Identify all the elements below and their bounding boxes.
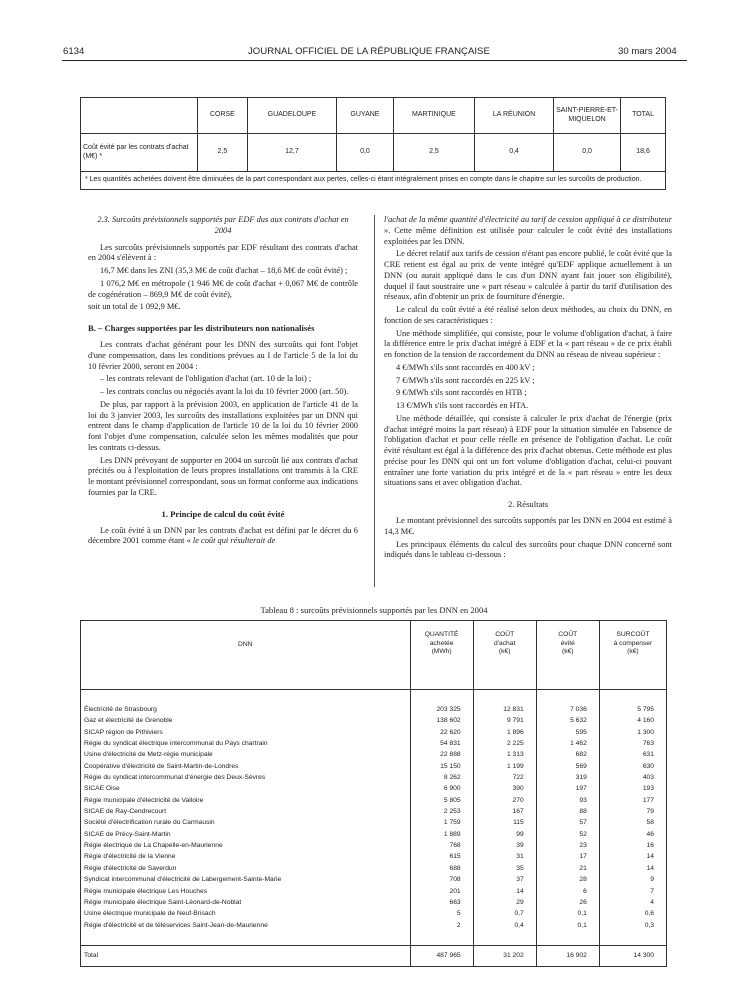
purchase-cost-value: 0,4 [473, 920, 536, 931]
row-label: Coût évité par les contrats d'achat (M€) * [81, 134, 198, 172]
avoided-cost-value: 88 [536, 806, 599, 817]
purchase-cost-value: 390 [473, 783, 536, 794]
dnn-name: Usine électrique municipale de Neuf-Brisach [81, 908, 411, 919]
dnn-name: SICAE de Précy-Saint-Martin [81, 829, 411, 840]
dnn-name: SICAP région de Pithiviers [81, 727, 411, 738]
column-header-quantity [410, 621, 473, 690]
journal-title: JOURNAL OFFICIEL DE LA RÉPUBLIQUE FRANÇAISE [248, 46, 490, 57]
section-heading-1: 1. Principe de calcul du coût évité [161, 508, 285, 519]
avoided-cost-value: 197 [536, 783, 599, 794]
quantity-value: 5 [410, 908, 473, 919]
table-row [81, 727, 667, 738]
header-line: COÛT [495, 631, 515, 638]
surcharge-value: 79 [599, 806, 666, 817]
quantity-value: 1 889 [410, 829, 473, 840]
table-row [81, 795, 667, 806]
table-row [81, 772, 667, 783]
issue-date: 30 mars 2004 [618, 46, 677, 57]
avoided-cost-value: 7 036 [536, 704, 599, 715]
header-line: SURCOÛT [616, 631, 650, 638]
cell-value: 18,6 [621, 134, 666, 172]
avoided-cost-value: 26 [536, 897, 599, 908]
header-line: COÛT [558, 631, 578, 638]
table-row [81, 738, 667, 749]
avoided-cost-value: 17 [536, 851, 599, 862]
dnn-name: Usine d'électricité de Metz-régie municipale [81, 749, 411, 760]
avoided-cost-value: 569 [536, 761, 599, 772]
dnn-name: Régie du syndicat intercommunal d'énergie des Deux-Sèvres [81, 772, 411, 783]
surcharge-value: 630 [599, 761, 666, 772]
avoided-cost-value: 0,1 [536, 920, 599, 931]
avoided-cost-value: 682 [536, 749, 599, 760]
column-header: SAINT-PIERRE-ET-MIQUELON [554, 98, 621, 134]
dnn-name: Régie municipale d'électricité de Valloire [81, 795, 411, 806]
purchase-cost-value: 1 896 [473, 727, 536, 738]
quantity-value: 1 759 [410, 817, 473, 828]
quantity-value: 6 900 [410, 783, 473, 794]
list-item: 4 €/MWh s'ils sont raccordés en 400 kV ; [396, 362, 535, 372]
paragraph: Les surcoûts prévisionnels supportés par EDF résultant des contrats d'achat en 2004 s'élèvent à : [88, 242, 358, 263]
table-row [81, 908, 667, 919]
quantity-value: 203 325 [410, 704, 473, 715]
cell-value: 0,4 [475, 134, 554, 172]
quantity-value: 8 262 [410, 772, 473, 783]
purchase-cost-value: 12 831 [473, 704, 536, 715]
cell-value: 2,5 [393, 134, 474, 172]
column-header: LA RÉUNION [475, 98, 554, 134]
left-column [88, 215, 358, 549]
list-item: – les contrats relevant de l'obligation d'achat (art. 10 de la loi) ; [100, 374, 312, 384]
surcharge-value: 9 [599, 874, 666, 885]
avoided-cost-value: 0,1 [536, 908, 599, 919]
cell-value: 0,0 [554, 134, 621, 172]
avoided-cost-value: 21 [536, 863, 599, 874]
quoted-text: le coût qui résulterait de [192, 536, 276, 546]
header-rule [62, 60, 687, 61]
purchase-cost-value: 270 [473, 795, 536, 806]
table-row [81, 817, 667, 828]
quantity-value: 708 [410, 874, 473, 885]
avoided-cost-value: 319 [536, 772, 599, 783]
text-run: ». Cette même définition est utilisée pour calculer le coût évité des installations exploitées par les DNN. [384, 225, 672, 246]
purchase-cost-value: 35 [473, 863, 536, 874]
avoided-cost-value: 595 [536, 727, 599, 738]
dnn-name: Régie municipale électrique Les Houches [81, 886, 411, 897]
total-avoided-cost: 16 902 [536, 945, 599, 966]
column-header-surcharge [599, 621, 666, 690]
quantity-value: 15 150 [410, 761, 473, 772]
spacer-cell [599, 931, 666, 946]
cell-value: 0,0 [337, 134, 394, 172]
quantity-value: 138 602 [410, 715, 473, 726]
purchase-cost-value: 167 [473, 806, 536, 817]
total-surcharge: 14 300 [599, 945, 666, 966]
surcharge-value: 46 [599, 829, 666, 840]
paragraph: Le décret relatif aux tarifs de cession n'étant pas encore publié, le coût évité que la CRE retient est égal au prix de vente intégré qu'EDF applique actuellement à un DNN (ou aurait appliqué dans le cas d'un DNN ayant fait jouer son éligibilité), duquel il faut soustraire une « part réseau » calculée à partir du tarif d'utilisation des réseaux, afin d'obtenir un prix de fourniture d'énergie. [384, 249, 672, 302]
cell-value: 12,7 [247, 134, 336, 172]
header-line: (k€) [562, 648, 574, 656]
column-header-dnn: DNN [81, 621, 411, 690]
table-row [81, 704, 667, 715]
quantity-value: 201 [410, 886, 473, 897]
surcharge-value: 177 [599, 795, 666, 806]
table-row [81, 761, 667, 772]
purchase-cost-value: 1 313 [473, 749, 536, 760]
section-heading-2-3: 2.3. Surcoûts prévisionnels supportés par EDF dus aux contrats d'achat en 2004 [97, 215, 349, 235]
empty-header-cell [81, 98, 198, 134]
purchase-cost-value: 99 [473, 829, 536, 840]
quantity-value: 2 253 [410, 806, 473, 817]
header-line: évité [560, 639, 575, 647]
right-column [384, 215, 672, 563]
quantity-value: 22 888 [410, 749, 473, 760]
paragraph: Les DNN prévoyant de supporter en 2004 un surcoût lié aux contrats d'achat précités ou à l'exploitation de leurs propres installations ont transmis à la CRE le montant prévisionnel correspondant, sous un format conforme aux indications fournies par la CRE. [88, 455, 358, 497]
cell-value: 2,5 [198, 134, 248, 172]
avoided-cost-value: 57 [536, 817, 599, 828]
paragraph: Une méthode détaillée, qui consiste à calculer le prix d'achat de l'énergie (prix d'achat intégré moins la part réseau) à EDF pour la situation simulée en l'absence de l'obligation d'achat et pour celle réelle en présence de l'obligation d'achat. Le coût évité résultant est égal à la différence des prix d'achat obtenus. Cette méthode est plus précise pour les DNN qui ont un fort volume d'obligation d'achat, celui-ci pouvant entraîner une forte variation du prix intégré et de la « part réseau » entre les deux situations sans et avec obligation d'achat. [384, 413, 672, 488]
quoted-text: l'achat de la même quantité d'électricité au tarif de cession appliqué à ce distributeur [384, 215, 672, 224]
table-row [81, 829, 667, 840]
table-row [81, 851, 667, 862]
dnn-name: Gaz et électricité de Grenoble [81, 715, 411, 726]
spacer-cell [81, 690, 411, 705]
header-line: à compenser [613, 639, 653, 647]
purchase-cost-value: 1 199 [473, 761, 536, 772]
avoided-cost-value: 5 632 [536, 715, 599, 726]
table-row [81, 840, 667, 851]
purchase-cost-value: 0,7 [473, 908, 536, 919]
text-run: Le coût évité à un DNN par les contrats d'achat est défini par le décret du 6 décembre 2001 comme étant « [88, 525, 358, 546]
quantity-value: 5 805 [410, 795, 473, 806]
column-header: GUYANE [337, 98, 394, 134]
surcharge-value: 7 [599, 886, 666, 897]
spacer-cell [536, 931, 599, 946]
avoided-cost-value: 23 [536, 840, 599, 851]
list-item: 13 €/MWh s'ils sont raccordés en HTA. [396, 401, 529, 410]
avoided-cost-value: 93 [536, 795, 599, 806]
spacer-cell [599, 690, 666, 705]
purchase-cost-value: 9 791 [473, 715, 536, 726]
header-line: (k€) [498, 648, 511, 656]
surcharge-value: 0,6 [599, 908, 666, 919]
total-label: Total [81, 945, 411, 966]
header-line: (MWh) [431, 648, 452, 656]
quantity-value: 22 620 [410, 727, 473, 738]
purchase-cost-value: 2 225 [473, 738, 536, 749]
quantity-value: 615 [410, 851, 473, 862]
purchase-cost-value: 39 [473, 840, 536, 851]
surcharge-value: 4 160 [599, 715, 666, 726]
spacer-cell [410, 931, 473, 946]
list-item: 7 €/MWh s'ils sont raccordés en 225 kV ; [396, 375, 535, 385]
table-row [81, 863, 667, 874]
total-row [81, 945, 667, 966]
table-row [81, 783, 667, 794]
dnn-surcharge-table [80, 620, 667, 967]
header-line: (k€) [627, 648, 639, 656]
avoided-cost-value: 6 [536, 886, 599, 897]
purchase-cost-value: 31 [473, 851, 536, 862]
paragraph: Les contrats d'achat générant pour les DNN des surcoûts qui font l'objet d'une compensation, dans les conditions prévues au I de l'article 5 de la loi du 10 février 2000, seront en 2004 : [88, 340, 358, 371]
column-header: CORSE [198, 98, 248, 134]
quantity-value: 663 [410, 897, 473, 908]
table-row [81, 886, 667, 897]
table-footnote: * Les quantités achetées doivent être diminuées de la part correspondant aux pertes, celles-ci étant intégralement prises en compte dans le chapitre sur les surcoûts de production. [81, 172, 666, 190]
dnn-name: Syndicat intercommunal d'électricité de Labergement-Sainte-Marie [81, 874, 411, 885]
column-divider [374, 215, 375, 587]
paragraph: Les principaux éléments du calcul des surcoûts pour chaque DNN concerné sont indiqués dans le tableau ci-dessous : [384, 539, 672, 560]
total-purchase-cost: 31 202 [473, 945, 536, 966]
avoided-cost-value: 52 [536, 829, 599, 840]
dnn-name: Régie électrique de La Chapelle-en-Maurienne [81, 840, 411, 851]
paragraph [88, 526, 358, 548]
surcharge-value: 1 300 [599, 727, 666, 738]
paragraph: soit un total de 1 092,9 M€. [88, 302, 181, 312]
column-header: GUADELOUPE [247, 98, 336, 134]
table-row [81, 874, 667, 885]
surcharge-value: 16 [599, 840, 666, 851]
paragraph: De plus, par rapport à la prévision 2003, en application de l'article 41 de la loi du 3 janvier 2003, les surcoûts des installations exploitées par un DNN qui entrent dans le champ d'application de l'article 10 de la loi du 10 février 2000 font l'objet d'une compensation, calculée selon les mêmes modalités que pour les contrats ci-dessus. [88, 399, 358, 452]
surcharge-value: 5 795 [599, 704, 666, 715]
spacer-cell [473, 931, 536, 946]
purchase-cost-value: 115 [473, 817, 536, 828]
surcharge-value: 58 [599, 817, 666, 828]
table-row [81, 920, 667, 931]
purchase-cost-value: 722 [473, 772, 536, 783]
dnn-name: Régie d'électricité et de téléservices Saint-Jean-de-Maurienne [81, 920, 411, 931]
column-header: TOTAL [621, 98, 666, 134]
table-row [81, 749, 667, 760]
header-line: achetée [429, 639, 454, 647]
surcharge-value: 0,3 [599, 920, 666, 931]
dnn-name: SICAE de Ray-Cendrecourt [81, 806, 411, 817]
table-row [81, 897, 667, 908]
purchase-cost-value: 29 [473, 897, 536, 908]
page-number: 6134 [63, 46, 85, 57]
surcharge-value: 193 [599, 783, 666, 794]
avoided-cost-value: 28 [536, 874, 599, 885]
surcharge-value: 403 [599, 772, 666, 783]
dnn-name: Régie municipale électrique Saint-Léonard-de-Noblat [81, 897, 411, 908]
spacer-cell [536, 690, 599, 705]
list-item: 9 €/MWh s'ils sont raccordés en HTB ; [396, 388, 527, 398]
dnn-name: Électricité de Strasbourg [81, 704, 411, 715]
surcharge-value: 4 [599, 897, 666, 908]
purchase-cost-value: 37 [473, 874, 536, 885]
quantity-value: 768 [410, 840, 473, 851]
quantity-value: 688 [410, 863, 473, 874]
dnn-name: Régie d'électricité de la Vienne [81, 851, 411, 862]
table-row [81, 806, 667, 817]
header-line: d'achat [494, 639, 516, 647]
list-item: – les contrats conclus ou négociés avant la loi du 10 février 2000 (art. 50). [100, 387, 349, 396]
table-row [81, 715, 667, 726]
table-caption: Tableau 8 : surcoûts prévisionnels supportés par les DNN en 2004 [260, 605, 488, 615]
column-header: MARTINIQUE [393, 98, 474, 134]
paragraph: Le montant prévisionnel des surcoûts supportés par les DNN en 2004 est estimé à 14,3 M€. [384, 516, 672, 536]
total-quantity: 487 965 [410, 945, 473, 966]
paragraph: 16,7 M€ dans les ZNI (35,3 M€ de coût d'achat – 18,6 M€ de coût évité) ; [100, 266, 348, 275]
paragraph: 1 076,2 M€ en métropole (1 946 M€ de coût d'achat + 0,067 M€ de contrôle de cogénération – 869,9 M€ de coût évité), [88, 278, 358, 299]
quantity-value: 54 831 [410, 738, 473, 749]
surcharge-value: 631 [599, 749, 666, 760]
paragraph [384, 215, 672, 247]
section-heading-2: 2. Résultats [507, 499, 549, 509]
column-header-avoided-cost [536, 621, 599, 690]
paragraph: Une méthode simplifiée, qui consiste, pour le volume d'obligation d'achat, à faire la différence entre le prix d'achat intégré à EDF et la « part réseau » de ce prix établi en fonction de la tension de raccordement du DNN au réseau de niveau supérieur : [384, 328, 672, 359]
quantity-value: 2 [410, 920, 473, 931]
spacer-cell [410, 690, 473, 705]
surcharge-value: 763 [599, 738, 666, 749]
header-line: QUANTITÉ [424, 631, 459, 638]
dnn-name: Société d'électrification rurale du Carmausin [81, 817, 411, 828]
table-row [81, 134, 666, 172]
purchase-cost-value: 14 [473, 886, 536, 897]
dnn-name: Régie d'électricité de Saverdun [81, 863, 411, 874]
surcharge-value: 14 [599, 863, 666, 874]
spacer-cell [473, 690, 536, 705]
column-header-purchase-cost [473, 621, 536, 690]
avoided-cost-table [80, 97, 666, 190]
dnn-name: SICAE Oise [81, 783, 411, 794]
avoided-cost-value: 1 462 [536, 738, 599, 749]
paragraph: Le calcul du coût évité a été réalisé selon deux méthodes, au choix du DNN, en fonction de ses caractéristiques : [384, 305, 672, 325]
dnn-name: Coopérative d'électricité de Saint-Martin-de-Londres [81, 761, 411, 772]
surcharge-value: 14 [599, 851, 666, 862]
section-heading-b: B. – Charges supportées par les distributeurs non nationalisés [88, 323, 315, 333]
dnn-name: Régie du syndicat électrique intercommunal du Pays chartrain [81, 738, 411, 749]
spacer-cell [81, 931, 411, 946]
